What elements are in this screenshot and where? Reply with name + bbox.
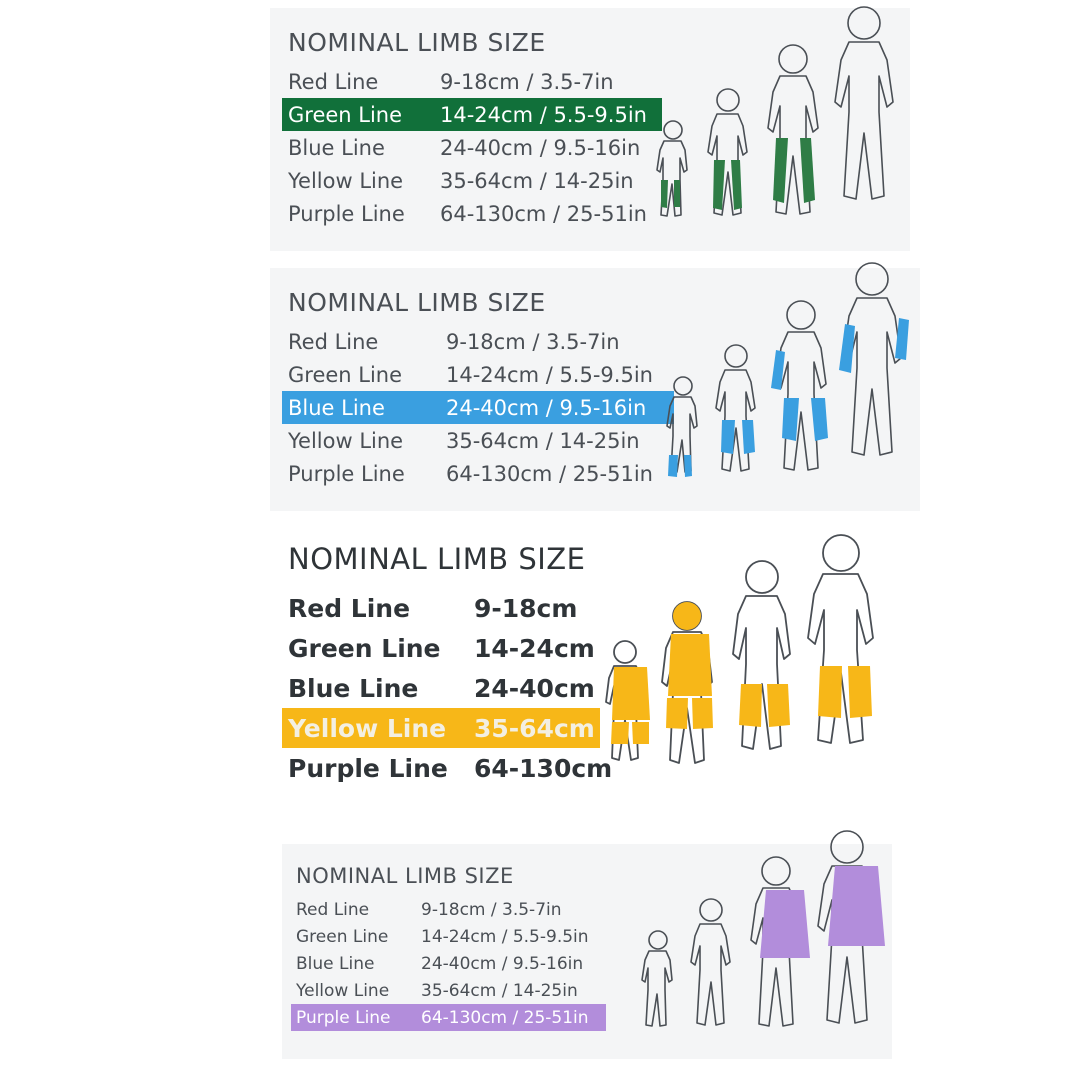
table-row [296,896,606,923]
row-value: 35-64cm / 14-25in [421,980,578,1001]
row-label: Red Line [288,69,379,94]
table-row-highlighted [282,708,600,748]
row-value: 14-24cm / 5.5-9.5in [446,362,653,387]
row-value: 24-40cm / 9.5-16in [440,135,641,160]
row-label: Purple Line [288,461,405,486]
table-row-highlighted [291,1004,606,1031]
row-label: Red Line [296,899,370,920]
table-rows [288,65,662,230]
table-row [288,457,674,490]
row-value: 9-18cm [474,593,578,623]
table-row-highlighted [282,98,662,131]
table-row [288,164,662,197]
row-value: 35-64cm / 14-25in [440,168,634,193]
table-row [288,325,674,358]
row-label: Green Line [296,926,389,947]
row-label: Red Line [288,329,379,354]
figure-group-yellow [595,520,895,810]
row-label: Purple Line [288,201,405,226]
row-value: 35-64cm / 14-25in [446,428,640,453]
panel-title: NOMINAL LIMB SIZE [296,864,514,888]
table-rows [288,325,674,490]
table-row [296,950,606,977]
table-row-highlighted [282,391,674,424]
size-table-purple [282,844,606,1031]
size-table-yellow [270,528,612,788]
row-value: 24-40cm [474,673,595,703]
row-label: Green Line [288,362,403,387]
row-label: Blue Line [296,953,375,974]
row-label: Green Line [288,633,441,663]
row-label: Yellow Line [288,713,447,743]
panel-title: NOMINAL LIMB SIZE [288,542,586,576]
row-label: Yellow Line [288,428,404,453]
row-value: 9-18cm / 3.5-7in [440,69,614,94]
row-value: 64-130cm [474,753,613,783]
table-row [288,668,612,708]
panel-title: NOMINAL LIMB SIZE [288,28,546,57]
row-value: 64-130cm / 25-51in [421,1007,589,1028]
row-value: 35-64cm [474,713,595,743]
table-row [288,197,662,230]
table-row [288,358,674,391]
row-value: 14-24cm [474,633,595,663]
row-value: 24-40cm / 9.5-16in [421,953,584,974]
figure-group-blue [655,258,920,513]
row-value: 9-18cm / 3.5-7in [421,899,562,920]
row-value: 14-24cm / 5.5-9.5in [440,102,647,127]
row-label: Yellow Line [296,980,390,1001]
table-rows [296,896,606,1031]
row-value: 14-24cm / 5.5-9.5in [421,926,589,947]
table-row [288,131,662,164]
row-label: Red Line [288,593,411,623]
size-table-blue [270,268,674,490]
row-value: 24-40cm / 9.5-16in [446,395,647,420]
row-label: Green Line [288,102,403,127]
row-label: Blue Line [288,673,419,703]
figure-group-green [645,0,915,250]
row-label: Purple Line [288,753,448,783]
row-label: Blue Line [288,395,385,420]
panel-title: NOMINAL LIMB SIZE [288,288,546,317]
table-row [288,628,612,668]
row-value: 9-18cm / 3.5-7in [446,329,620,354]
table-row [288,65,662,98]
figure-group-purple [630,828,895,1078]
row-label: Blue Line [288,135,385,160]
size-table-green [270,8,662,230]
row-value: 64-130cm / 25-51in [440,201,647,226]
table-row [288,748,612,788]
table-row [288,588,612,628]
row-label: Yellow Line [288,168,404,193]
row-value: 64-130cm / 25-51in [446,461,653,486]
table-rows [288,588,612,788]
row-label: Purple Line [296,1007,391,1028]
table-row [296,977,606,1004]
table-row [288,424,674,457]
table-row [296,923,606,950]
